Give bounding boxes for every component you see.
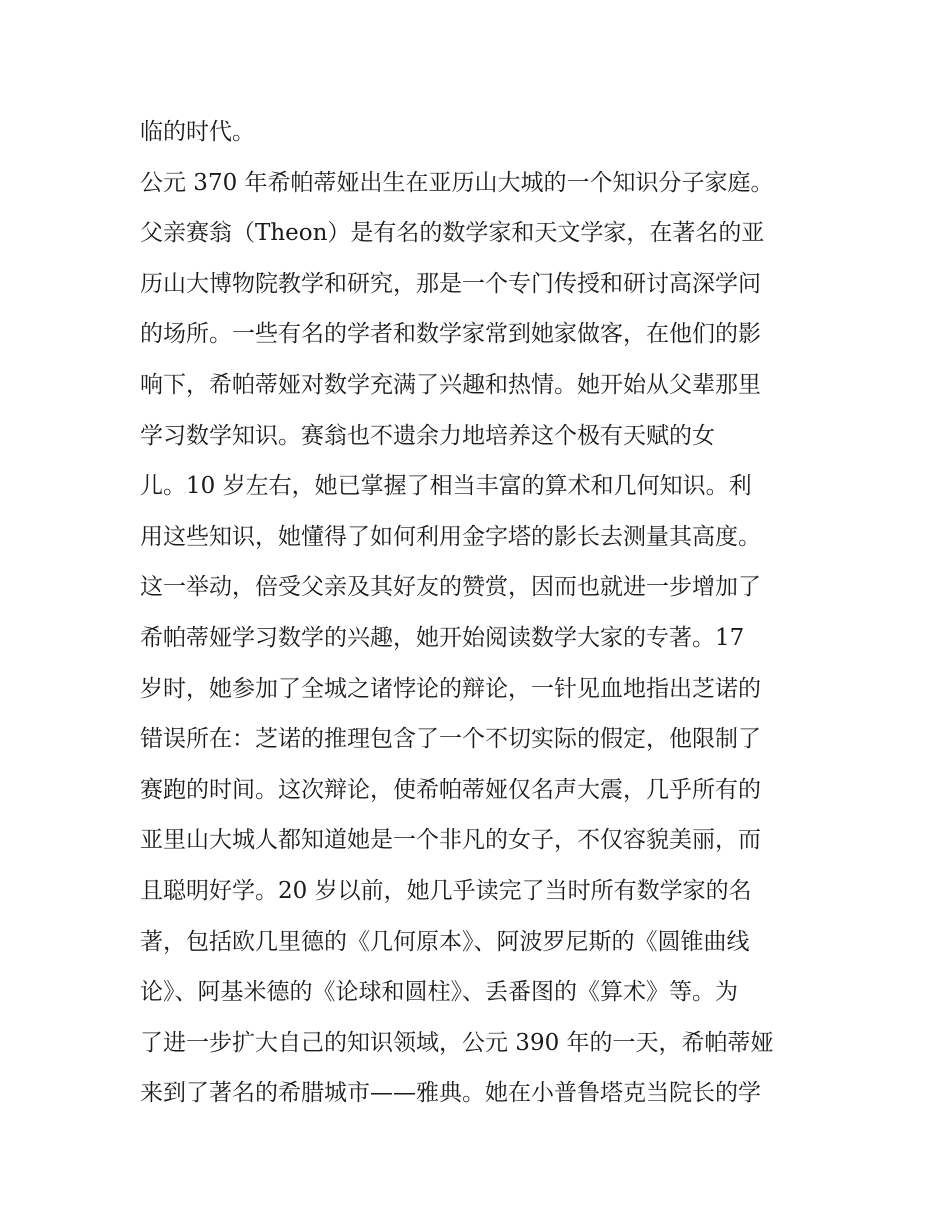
text-line: 且聪明好学。20 岁以前，她几乎读完了当时所有数学家的名: [140, 877, 752, 904]
text-line: 著，包括欧几里德的《几何原本》、阿波罗尼斯的《圆锥曲线: [140, 928, 750, 955]
text-line: 希帕蒂娅学习数学的兴趣，她开始阅读数学大家的专著。17: [140, 624, 745, 651]
text-line: 临的时代。: [140, 119, 255, 145]
text-line: 学习数学知识。赛翁也不遗余力地培养这个极有天赋的女: [140, 422, 715, 449]
text-line: 亚里山大城人都知道她是一个非凡的女子，不仅容貌美丽，而: [140, 827, 761, 854]
text-line: 儿。10 岁左右，她已掌握了相当丰富的算术和几何知识。利: [140, 473, 752, 500]
text-line: 错误所在：芝诺的推理包含了一个不切实际的假定，他限制了: [140, 726, 761, 753]
text-line: 赛跑的时间。这次辩论，使希帕蒂娅仅名声大震，几乎所有的: [140, 776, 761, 803]
text-line: 了进一步扩大自己的知识领域，公元 390 年的一天，希帕蒂娅: [140, 1029, 774, 1056]
text-line: 论》、阿基米德的《论球和圆柱》、丢番图的《算术》等。为: [140, 979, 738, 1006]
text-line: 父亲赛翁（Theon）是有名的数学家和天文学家，在著名的亚: [140, 220, 765, 247]
text-line: 用这些知识，她懂得了如何利用金字塔的影长去测量其高度。: [140, 523, 761, 550]
text-line: 公元 370 年希帕蒂娅出生在亚历山大城的一个知识分子家庭。: [140, 169, 774, 196]
text-line: 来到了著名的希腊城市——雅典。她在小普鲁塔克当院长的学: [140, 1080, 761, 1107]
text-line: 历山大博物院教学和研究，那是一个专门传授和研讨高深学问: [140, 270, 761, 297]
text-line: 的场所。一些有名的学者和数学家常到她家做客，在他们的影: [140, 321, 761, 348]
body-text: [140, 107, 820, 1119]
text-line: 这一举动，倍受父亲及其好友的赞赏，因而也就进一步增加了: [140, 574, 761, 601]
text-line: 响下，希帕蒂娅对数学充满了兴趣和热情。她开始从父辈那里: [140, 371, 761, 398]
text-line: 岁时，她参加了全城之诸悖论的辩论，一针见血地指出芝诺的: [140, 675, 761, 702]
